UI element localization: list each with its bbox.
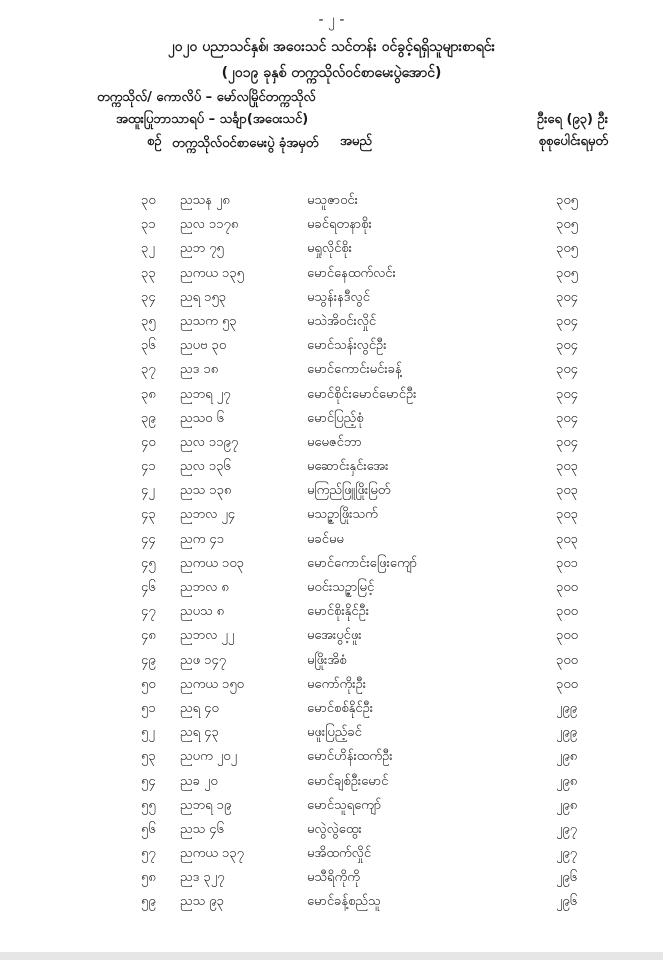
student-name: မသီရိကိုကို <box>307 870 360 886</box>
row-number: ၅၂ <box>141 725 155 741</box>
roll-number: ညပသ ၈ <box>180 604 225 620</box>
row-number: ၅၄ <box>141 773 156 789</box>
total-marks: ၃၀၄ <box>556 410 578 426</box>
total-marks: ၂၉၇ <box>556 846 578 862</box>
table-row <box>0 817 663 841</box>
student-name: မဆောင်းနှင်းအေး <box>307 459 389 475</box>
total-marks: ၃၀၄ <box>556 434 578 450</box>
table-row <box>0 212 663 236</box>
table-row <box>0 236 663 260</box>
column-header-name: အမည် <box>340 134 372 149</box>
total-marks: ၃၀၀ <box>556 604 578 620</box>
table-row <box>0 357 663 381</box>
table-row <box>0 841 663 865</box>
roll-number: ညသဝ ၆ <box>180 410 224 426</box>
student-name: မောင်ဟိန်းထက်ဦး <box>307 749 393 765</box>
total-marks: ၃၀၅ <box>556 265 578 281</box>
table-row <box>0 575 663 599</box>
roll-number: ညသန ၂၈ <box>180 193 230 208</box>
student-name: မသူဇာဝင်း <box>307 193 358 208</box>
row-number: ၃၄ <box>141 289 156 305</box>
document-title: ၂၀၂၀ ပညာသင်နှစ်၊ အဝေးသင် သင်တန်း ဝင်ခွင့်ရရှိသူများစာရင်း <box>167 39 496 55</box>
student-name: မောင်ခန့်စည်သူ <box>307 894 381 910</box>
row-number: ၃၁ <box>141 217 156 233</box>
roll-number: ညရ ၄၀ <box>180 700 219 716</box>
total-marks: ၂၉၆ <box>556 870 578 886</box>
total-marks: ၃၀၀ <box>556 628 578 644</box>
table-row <box>0 551 663 575</box>
row-number: ၄၄ <box>141 531 156 547</box>
table-row <box>0 382 663 406</box>
student-name: မမေဇင်ဘာ <box>307 434 362 450</box>
table-row <box>0 599 663 623</box>
roll-number: ညပက ၂၀၂ <box>180 749 237 765</box>
row-number: ၄၉ <box>141 652 156 668</box>
student-name: မောင်စိုင်းမောင်မောင်ဦး <box>307 386 417 402</box>
roll-number: ညဒ ၃၂၇ <box>180 870 225 886</box>
roll-number: ညဘလ ၂၂ <box>180 628 235 644</box>
student-name: မောင်ချစ်ဦးမောင် <box>307 773 389 789</box>
roll-number: ညဘရ ၂၇ <box>180 386 231 402</box>
student-name: မောင်သန်းလွင်ဦး <box>307 338 387 354</box>
row-number: ၃၅ <box>141 313 156 329</box>
student-name: မောင်ပြည့်စုံ <box>307 410 364 426</box>
total-marks: ၃၀၃ <box>556 507 578 523</box>
results-table <box>0 188 663 914</box>
column-header-total-marks: စုစုပေါင်းရမှတ် <box>538 134 608 149</box>
roll-number: ညဒ ၁၈ <box>180 362 219 378</box>
row-number: ၅၀ <box>141 676 156 692</box>
row-number: ၃၉ <box>141 410 156 426</box>
total-marks: ၂၉၈ <box>556 797 578 813</box>
row-number: ၅၆ <box>141 821 156 837</box>
table-row <box>0 865 663 889</box>
total-marks: ၃၀၄ <box>556 362 578 378</box>
column-header-roll-number: တက္ကသိုလ်ဝင်စာမေးပွဲ ခုံအမှတ် <box>172 136 319 151</box>
total-marks: ၂၉၇ <box>556 821 578 837</box>
roll-number: ညလ ၁၁၇၈ <box>180 217 239 233</box>
row-number: ၄၃ <box>141 507 156 523</box>
table-row <box>0 623 663 647</box>
row-number: ၄၂ <box>141 483 155 499</box>
table-row <box>0 889 663 913</box>
student-name: မဖူးပြည့်ခင် <box>307 725 362 741</box>
table-row <box>0 478 663 502</box>
student-name: မောင်နေထက်လင်း <box>307 265 396 281</box>
roll-number: ညသ ၁၃၈ <box>180 483 232 499</box>
row-number: ၃၆ <box>141 338 156 354</box>
student-name: မလွဲလွဲထွေး <box>307 821 362 837</box>
row-number: ၅၇ <box>141 846 156 862</box>
table-row <box>0 527 663 551</box>
roll-number: ညဘလ ၈ <box>180 580 229 595</box>
row-number: ၃၇ <box>141 362 156 378</box>
roll-number: ညသ ၄၆ <box>180 821 224 837</box>
total-marks: ၃၀၃ <box>556 531 578 547</box>
row-number: ၄၈ <box>141 628 156 644</box>
roll-number: ညဘရ ၁၉ <box>180 797 232 813</box>
student-name: မောင်စိုးနိုင်ဦး <box>307 604 370 620</box>
roll-number: ညလ ၁၁၉၇ <box>180 434 239 450</box>
row-number: ၄၆ <box>141 580 156 595</box>
roll-number: ညဘ ၇၅ <box>180 241 224 257</box>
table-row <box>0 430 663 454</box>
page-number: - ၂ - <box>318 12 345 28</box>
university-line: တက္ကသိုလ်/ ကောလိပ် – မော်လမြိုင်တက္ကသိုလ် <box>97 90 316 105</box>
row-number: ၃၈ <box>141 386 156 402</box>
table-row <box>0 406 663 430</box>
row-number: ၃၃ <box>141 265 156 281</box>
roll-number: ညခ ၂၀ <box>180 773 218 789</box>
roll-number: ညကယ ၁၃၅ <box>180 265 244 281</box>
row-number: ၃၂ <box>141 241 155 257</box>
roll-number: ညက ၄၁ <box>180 531 225 547</box>
student-name: မခင်ရတနာစိုး <box>307 217 372 233</box>
table-row <box>0 696 663 720</box>
roll-number: ညရ ၁၅၃ <box>180 289 227 305</box>
row-number: ၄၁ <box>141 459 156 475</box>
bottom-edge <box>0 952 663 960</box>
document-subtitle: (၂၀၁၉ ခုနှစ် တက္ကသိုလ်ဝင်စာမေးပွဲအောင်) <box>221 65 442 81</box>
table-row <box>0 188 663 212</box>
table-row <box>0 720 663 744</box>
roll-number: ညသက ၅၃ <box>180 313 237 329</box>
column-header-no: စဉ် <box>147 134 162 149</box>
student-name: မသွန်းနဒီလွင် <box>307 289 370 305</box>
total-marks: ၂၉၆ <box>556 894 578 910</box>
row-number: ၄၇ <box>141 604 156 620</box>
table-row <box>0 454 663 478</box>
total-marks: ၃၀၅ <box>556 241 578 257</box>
roll-number: ညပဗ ၃၀ <box>180 338 227 354</box>
roll-number: ညကယ ၁၃၇ <box>180 846 244 862</box>
student-name: မောင်ကောင်းဖြေးကျော် <box>307 555 418 571</box>
total-marks: ၂၉၉ <box>556 700 578 716</box>
student-name: မောင်စစ်နိုင်ဦး <box>307 700 374 716</box>
row-number: ၃၀ <box>141 193 156 208</box>
table-row <box>0 309 663 333</box>
total-marks: ၃၀၁ <box>556 555 578 571</box>
row-number: ၅၃ <box>141 749 156 765</box>
roll-number: ညကယ ၁၀၃ <box>180 555 244 571</box>
total-count: ဦးရေ (၉၃) ဦး <box>536 112 608 127</box>
student-name: မသဲအိဝင်းလှိုင် <box>307 313 377 329</box>
total-marks: ၃၀၀ <box>556 676 578 692</box>
student-name: မအိထက်လှိုင် <box>307 846 372 862</box>
student-name: မကြည်ဖြူဖြိုးမြတ် <box>307 483 391 499</box>
total-marks: ၃၀၄ <box>556 313 578 329</box>
roll-number: ညဖ ၁၄၇ <box>180 652 227 668</box>
row-number: ၅၈ <box>141 870 156 886</box>
total-marks: ၃၀၅ <box>556 217 578 233</box>
total-marks: ၃၀၃ <box>556 459 578 475</box>
table-row <box>0 261 663 285</box>
total-marks: ၃၀၅ <box>556 193 578 208</box>
roll-number: ညသ ၉၃ <box>180 894 224 910</box>
student-name: မသဉ္ဇာဖြိုးသက် <box>307 507 378 523</box>
student-name: မရှုလိုင်စိုး <box>307 241 352 257</box>
total-marks: ၃၀၄ <box>556 386 578 402</box>
student-name: မကော်ကိုးဦး <box>307 676 367 692</box>
table-row <box>0 502 663 526</box>
student-name: မဝင်းသဉ္ဇာမြင့် <box>307 580 375 595</box>
table-row <box>0 672 663 696</box>
row-number: ၄၀ <box>141 434 156 450</box>
roll-number: ညဘလ ၂၄ <box>180 507 236 523</box>
major-subject-line: အထူးပြုဘာသာရပ် – သင်္ချာ(အဝေးသင်) <box>116 112 309 127</box>
table-row <box>0 285 663 309</box>
table-row <box>0 769 663 793</box>
table-row <box>0 793 663 817</box>
row-number: ၅၅ <box>141 797 156 813</box>
total-marks: ၃၀၃ <box>556 483 578 499</box>
student-name: မောင်သူရကျော် <box>307 797 382 813</box>
student-name: မခင်မမ <box>307 531 344 547</box>
total-marks: ၃၀၄ <box>556 289 578 305</box>
table-row <box>0 333 663 357</box>
row-number: ၅၁ <box>141 700 156 716</box>
roll-number: ညကယ ၁၅၀ <box>180 676 244 692</box>
row-number: ၅၉ <box>141 894 156 910</box>
total-marks: ၂၉၉ <box>556 725 578 741</box>
total-marks: ၃၀၀ <box>556 580 578 595</box>
table-row <box>0 648 663 672</box>
student-name: မောင်ကောင်းမင်းခန့် <box>307 362 402 378</box>
student-name: မအေးပွင့်ဖူး <box>307 628 362 644</box>
roll-number: ညလ ၁၃၆ <box>180 459 231 475</box>
row-number: ၄၅ <box>141 555 156 571</box>
total-marks: ၂၉၈ <box>556 773 578 789</box>
student-name: မဖြိုးအိစံ <box>307 652 347 668</box>
total-marks: ၂၉၈ <box>556 749 578 765</box>
table-row <box>0 744 663 768</box>
total-marks: ၃၀၀ <box>556 652 578 668</box>
total-marks: ၃၀၄ <box>556 338 578 354</box>
roll-number: ညရ ၄၃ <box>180 725 219 741</box>
